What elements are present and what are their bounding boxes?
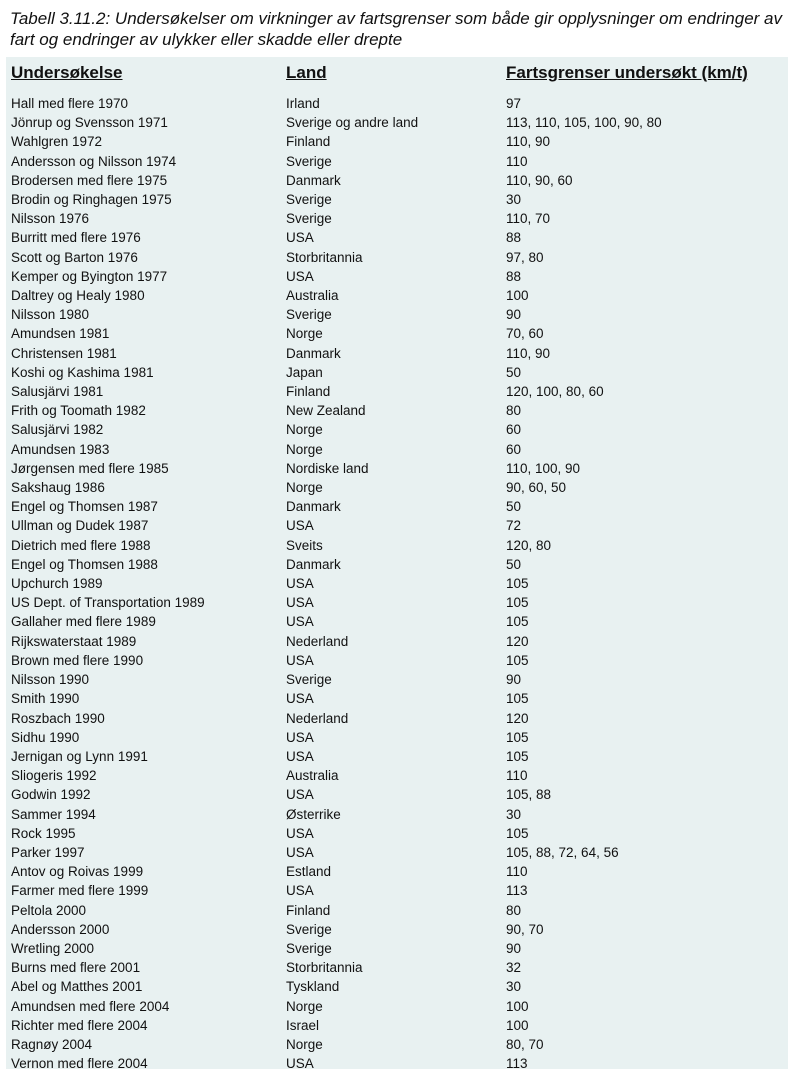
cell-country: USA <box>286 268 314 284</box>
cell-speed-limits: 110 <box>506 768 528 784</box>
table-row <box>11 920 781 939</box>
table-row <box>11 248 781 267</box>
cell-study: Christensen 1981 <box>11 345 117 361</box>
cell-speed-limits: 105 <box>506 729 529 745</box>
cell-country: Norge <box>286 1036 323 1052</box>
cell-study: Jernigan og Lynn 1991 <box>11 748 148 764</box>
table-row <box>11 209 781 228</box>
table-row <box>11 805 781 824</box>
cell-country: Østerrike <box>286 806 341 822</box>
table-row <box>11 612 781 631</box>
cell-speed-limits: 100 <box>506 288 529 304</box>
table-row <box>11 555 781 574</box>
cell-study: Ragnøy 2004 <box>11 1036 93 1052</box>
table-row <box>11 958 781 977</box>
cell-country: Sveits <box>286 537 323 553</box>
cell-country: Danmark <box>286 499 341 515</box>
cell-country: Norge <box>286 326 323 342</box>
cell-speed-limits: 80, 70 <box>506 1036 544 1052</box>
cell-study: Engel og Thomsen 1988 <box>11 556 158 572</box>
header-study: Undersøkelse <box>11 62 123 82</box>
table-row <box>11 478 781 497</box>
cell-country: USA <box>286 652 314 668</box>
cell-speed-limits: 30 <box>506 806 522 822</box>
table-row <box>11 440 781 459</box>
cell-country: Norge <box>286 998 323 1014</box>
cell-speed-limits: 90 <box>506 307 522 323</box>
cell-country: USA <box>286 787 314 803</box>
cell-study: Wahlgren 1972 <box>11 134 103 150</box>
cell-country: Finland <box>286 134 331 150</box>
cell-study: Nilsson 1976 <box>11 211 90 227</box>
cell-study: Parker 1997 <box>11 844 85 860</box>
cell-speed-limits: 30 <box>506 979 522 995</box>
cell-country: Estland <box>286 864 332 880</box>
cell-speed-limits: 105 <box>506 825 529 841</box>
table-row <box>11 171 781 190</box>
cell-speed-limits: 72 <box>506 518 522 534</box>
cell-country: Norge <box>286 441 323 457</box>
cell-speed-limits: 120, 80 <box>506 537 552 553</box>
table-row <box>11 228 781 247</box>
cell-study: Wretling 2000 <box>11 940 95 956</box>
cell-study: Antov og Roivas 1999 <box>11 864 144 880</box>
table-row <box>11 862 781 881</box>
table-row <box>11 94 781 113</box>
cell-country: Sverige og andre land <box>286 115 419 131</box>
cell-country: USA <box>286 614 314 630</box>
table-row <box>11 881 781 900</box>
cell-speed-limits: 60 <box>506 422 522 438</box>
cell-study: Burns med flere 2001 <box>11 960 141 976</box>
cell-speed-limits: 110 <box>506 153 528 169</box>
cell-country: USA <box>286 844 314 860</box>
cell-study: Brown med flere 1990 <box>11 652 144 668</box>
table-row <box>11 574 781 593</box>
cell-country: Danmark <box>286 345 341 361</box>
cell-speed-limits: 105 <box>506 691 529 707</box>
cell-speed-limits: 88 <box>506 230 522 246</box>
cell-speed-limits: 110, 100, 90 <box>506 460 581 476</box>
table-row <box>11 516 781 535</box>
cell-study: Roszbach 1990 <box>11 710 105 726</box>
cell-country: Israel <box>286 1017 320 1033</box>
cell-speed-limits: 70, 60 <box>506 326 544 342</box>
cell-study: Nilsson 1990 <box>11 672 90 688</box>
table-row <box>11 190 781 209</box>
cell-study: Sidhu 1990 <box>11 729 80 745</box>
cell-country: Finland <box>286 902 331 918</box>
cell-study: Dietrich med flere 1988 <box>11 537 151 553</box>
table-caption: Tabell 3.11.2: Undersøkelser om virkninger av fartsgrenser som både gir opplysninger om endringer av fart og endringer av ulykker eller skadde eller drepte <box>10 9 782 49</box>
cell-speed-limits: 113 <box>506 1056 528 1072</box>
table-row <box>11 382 781 401</box>
cell-speed-limits: 105 <box>506 748 529 764</box>
cell-country: Sverige <box>286 672 332 688</box>
cell-study: Salusjärvi 1982 <box>11 422 104 438</box>
table-row <box>11 344 781 363</box>
table-row <box>11 267 781 286</box>
cell-study: Amundsen 1981 <box>11 326 110 342</box>
cell-speed-limits: 110, 70 <box>506 211 551 227</box>
cell-study: Jørgensen med flere 1985 <box>11 460 169 476</box>
cell-country: Norge <box>286 422 323 438</box>
cell-country: USA <box>286 825 314 841</box>
table-row <box>11 1054 781 1073</box>
cell-speed-limits: 80 <box>506 902 522 918</box>
cell-speed-limits: 32 <box>506 960 522 976</box>
table-header-row <box>11 57 781 88</box>
speed-limit-studies-table <box>11 57 781 1073</box>
cell-study: Rock 1995 <box>11 825 76 841</box>
table-row <box>11 363 781 382</box>
table-row <box>11 843 781 862</box>
table-row <box>11 766 781 785</box>
cell-speed-limits: 113, 110, 105, 100, 90, 80 <box>506 115 662 131</box>
cell-study: Amundsen med flere 2004 <box>11 998 170 1014</box>
cell-country: Australia <box>286 768 339 784</box>
cell-study: Sliogeris 1992 <box>11 768 97 784</box>
table-row <box>11 132 781 151</box>
table-row <box>11 824 781 843</box>
table-row <box>11 997 781 1016</box>
header-country: Land <box>286 62 327 82</box>
cell-study: Salusjärvi 1981 <box>11 384 104 400</box>
cell-speed-limits: 50 <box>506 364 522 380</box>
cell-study: Amundsen 1983 <box>11 441 110 457</box>
cell-study: Koshi og Kashima 1981 <box>11 364 154 380</box>
table-row <box>11 324 781 343</box>
cell-study: Gallaher med flere 1989 <box>11 614 156 630</box>
cell-country: Sverige <box>286 192 332 208</box>
cell-country: Finland <box>286 384 331 400</box>
cell-country: Danmark <box>286 556 341 572</box>
cell-speed-limits: 120 <box>506 633 529 649</box>
cell-speed-limits: 60 <box>506 441 522 457</box>
cell-speed-limits: 120, 100, 80, 60 <box>506 384 604 400</box>
cell-speed-limits: 105 <box>506 576 529 592</box>
cell-study: Burritt med flere 1976 <box>11 230 141 246</box>
cell-study: Godwin 1992 <box>11 787 91 803</box>
cell-study: Kemper og Byington 1977 <box>11 268 168 284</box>
header-speed-limits: Fartsgrenser undersøkt (km/t) <box>506 62 748 82</box>
table-row <box>11 420 781 439</box>
table-panel <box>6 57 788 1072</box>
cell-study: Brodin og Ringhagen 1975 <box>11 192 172 208</box>
cell-speed-limits: 100 <box>506 998 529 1014</box>
table-row <box>11 497 781 516</box>
cell-study: Engel og Thomsen 1987 <box>11 499 158 515</box>
cell-country: Irland <box>286 96 320 111</box>
cell-study: Andersson og Nilsson 1974 <box>11 153 177 169</box>
table-row <box>11 1016 781 1035</box>
cell-study: Sakshaug 1986 <box>11 480 105 496</box>
cell-country: Sverige <box>286 211 332 227</box>
cell-speed-limits: 80 <box>506 403 522 419</box>
cell-country: Sverige <box>286 921 332 937</box>
table-row <box>11 401 781 420</box>
cell-speed-limits: 105 <box>506 614 529 630</box>
cell-speed-limits: 100 <box>506 1017 529 1033</box>
cell-speed-limits: 105, 88, 72, 64, 56 <box>506 844 619 860</box>
cell-country: Tyskland <box>286 979 340 995</box>
cell-study: Nilsson 1980 <box>11 307 90 323</box>
cell-speed-limits: 110, 90 <box>506 345 551 361</box>
cell-study: US Dept. of Transportation 1989 <box>11 595 205 611</box>
cell-country: USA <box>286 748 314 764</box>
cell-country: Nordiske land <box>286 460 369 476</box>
cell-study: Vernon med flere 2004 <box>11 1056 148 1072</box>
table-row <box>11 689 781 708</box>
table-row <box>11 785 781 804</box>
cell-country: Sverige <box>286 153 332 169</box>
cell-study: Richter med flere 2004 <box>11 1017 148 1033</box>
table-row <box>11 536 781 555</box>
cell-speed-limits: 113 <box>506 883 528 899</box>
cell-country: USA <box>286 230 314 246</box>
table-row <box>11 728 781 747</box>
cell-country: Norge <box>286 480 323 496</box>
cell-study: Farmer med flere 1999 <box>11 883 149 899</box>
table-row <box>11 113 781 132</box>
cell-country: USA <box>286 883 314 899</box>
cell-study: Hall med flere 1970 <box>11 96 129 111</box>
table-row <box>11 152 781 171</box>
cell-country: USA <box>286 518 314 534</box>
cell-study: Jönrup og Svensson 1971 <box>11 115 168 131</box>
table-row <box>11 593 781 612</box>
cell-speed-limits: 30 <box>506 192 522 208</box>
cell-study: Abel og Matthes 2001 <box>11 979 143 995</box>
cell-speed-limits: 50 <box>506 556 522 572</box>
cell-country: Nederland <box>286 710 349 726</box>
cell-speed-limits: 105 <box>506 595 529 611</box>
cell-country: Storbritannia <box>286 960 363 976</box>
cell-country: Sverige <box>286 307 332 323</box>
cell-study: Smith 1990 <box>11 691 80 707</box>
table-row <box>11 709 781 728</box>
cell-speed-limits: 90 <box>506 940 522 956</box>
table-row <box>11 1035 781 1054</box>
cell-country: Storbritannia <box>286 249 363 265</box>
cell-study: Brodersen med flere 1975 <box>11 172 168 188</box>
cell-study: Frith og Toomath 1982 <box>11 403 146 419</box>
cell-study: Upchurch 1989 <box>11 576 103 592</box>
cell-study: Scott og Barton 1976 <box>11 249 138 265</box>
cell-speed-limits: 105, 88 <box>506 787 552 803</box>
table-row <box>11 632 781 651</box>
cell-country: New Zealand <box>286 403 366 419</box>
cell-speed-limits: 90 <box>506 672 522 688</box>
cell-country: USA <box>286 576 314 592</box>
cell-speed-limits: 110 <box>506 864 528 880</box>
cell-speed-limits: 88 <box>506 268 522 284</box>
cell-speed-limits: 105 <box>506 652 529 668</box>
table-row <box>11 977 781 996</box>
table-row <box>11 286 781 305</box>
cell-speed-limits: 90, 60, 50 <box>506 480 567 496</box>
cell-country: Sverige <box>286 940 332 956</box>
cell-speed-limits: 120 <box>506 710 529 726</box>
cell-country: USA <box>286 1056 314 1072</box>
cell-study: Peltola 2000 <box>11 902 87 918</box>
cell-country: Danmark <box>286 172 341 188</box>
table-row <box>11 305 781 324</box>
cell-country: USA <box>286 729 314 745</box>
table-row <box>11 901 781 920</box>
cell-speed-limits: 110, 90 <box>506 134 551 150</box>
cell-study: Daltrey og Healy 1980 <box>11 288 145 304</box>
table-body <box>11 88 781 1073</box>
table-row <box>11 651 781 670</box>
cell-country: Nederland <box>286 633 349 649</box>
cell-study: Sammer 1994 <box>11 806 96 822</box>
cell-study: Andersson 2000 <box>11 921 110 937</box>
cell-country: Japan <box>286 364 323 380</box>
cell-study: Rijkswaterstaat 1989 <box>11 633 137 649</box>
cell-country: Australia <box>286 288 339 304</box>
cell-speed-limits: 110, 90, 60 <box>506 172 573 188</box>
cell-country: USA <box>286 595 314 611</box>
cell-speed-limits: 50 <box>506 499 522 515</box>
table-row <box>11 747 781 766</box>
cell-study: Ullman og Dudek 1987 <box>11 518 149 534</box>
cell-country: USA <box>286 691 314 707</box>
table-row <box>11 939 781 958</box>
table-row <box>11 459 781 478</box>
cell-speed-limits: 97, 80 <box>506 249 544 265</box>
cell-speed-limits: 90, 70 <box>506 921 544 937</box>
table-row <box>11 670 781 689</box>
cell-speed-limits: 97 <box>506 96 522 111</box>
